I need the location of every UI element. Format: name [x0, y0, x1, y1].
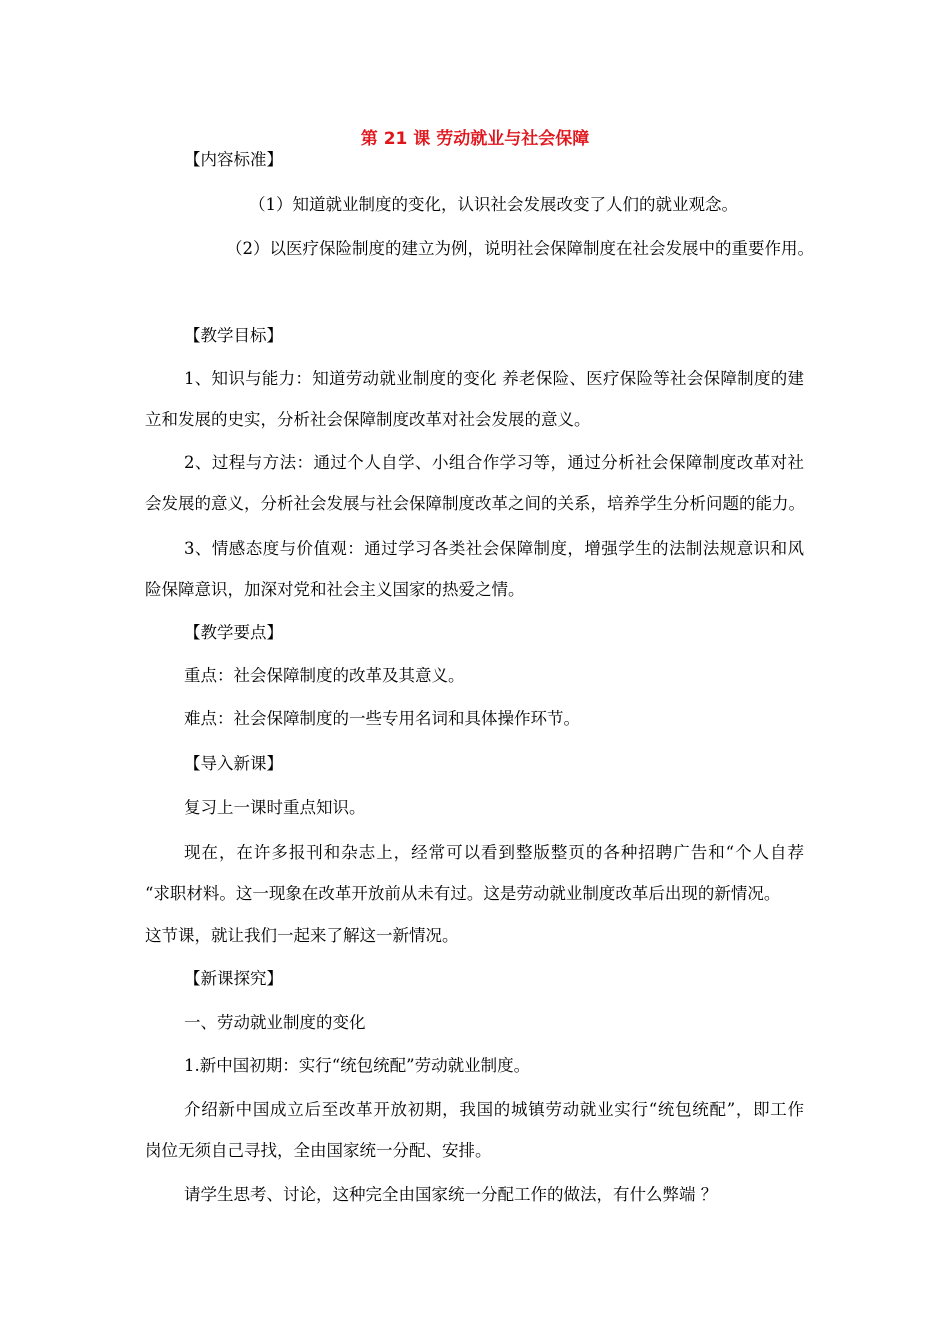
- paragraph-line: 一、劳动就业制度的变化: [184, 1013, 366, 1032]
- paragraph-line: 介绍新中国成立后至改革开放初期，我国的城镇劳动就业实行“统包统配”，即工作: [184, 1100, 804, 1119]
- paragraph-line: 1、知识与能力：知道劳动就业制度的变化 养老保险、医疗保险等社会保障制度的建: [184, 369, 804, 388]
- paragraph-line: （2）以医疗保险制度的建立为例，说明社会保障制度在社会发展中的重要作用。: [226, 239, 814, 258]
- section-heading-content-standard: 【内容标准】: [184, 150, 283, 169]
- section-heading-teaching-points: 【教学要点】: [184, 623, 283, 642]
- paragraph-line: 2、过程与方法：通过个人自学、小组合作学习等，通过分析社会保障制度改革对社: [184, 453, 804, 472]
- document-title: 第 21 课 劳动就业与社会保障: [360, 129, 590, 149]
- section-heading-introduction: 【导入新课】: [184, 754, 283, 773]
- paragraph-line: 立和发展的史实，分析社会保障制度改革对社会发展的意义。: [145, 410, 591, 429]
- paragraph-line: 1.新中国初期：实行“统包统配”劳动就业制度。: [184, 1056, 531, 1075]
- paragraph-line: 险保障意识，加深对党和社会主义国家的热爱之情。: [145, 580, 525, 599]
- paragraph-line: 复习上一课时重点知识。: [184, 798, 366, 817]
- paragraph-line: 重点：社会保障制度的改革及其意义。: [184, 666, 465, 685]
- paragraph-line: 请学生思考、讨论，这种完全由国家统一分配工作的做法，有什么弊端 ？: [184, 1185, 718, 1204]
- paragraph-line: 现在，在许多报刊和杂志上，经常可以看到整版整页的各种招聘广告和“个人自荐: [184, 843, 804, 862]
- paragraph-line: 这节课，就让我们一起来了解这一新情况。: [145, 926, 459, 945]
- paragraph-line: 会发展的意义，分析社会发展与社会保障制度改革之间的关系，培养学生分析问题的能力。: [145, 494, 805, 513]
- paragraph-line: “求职材料。这一现象在改革开放前从未有过。这是劳动就业制度改革后出现的新情况。: [145, 884, 781, 903]
- section-heading-new-lesson: 【新课探究】: [184, 969, 283, 988]
- paragraph-line: 难点：社会保障制度的一些专用名词和具体操作环节。: [184, 709, 580, 728]
- paragraph-line: 岗位无须自己寻找，全由国家统一分配、安排。: [145, 1141, 492, 1160]
- paragraph-line: （1）知道就业制度的变化，认识社会发展改变了人们的就业观念。: [249, 195, 738, 214]
- section-heading-teaching-goals: 【教学目标】: [184, 326, 283, 345]
- paragraph-line: 3、情感态度与价值观：通过学习各类社会保障制度，增强学生的法制法规意识和风: [184, 539, 804, 558]
